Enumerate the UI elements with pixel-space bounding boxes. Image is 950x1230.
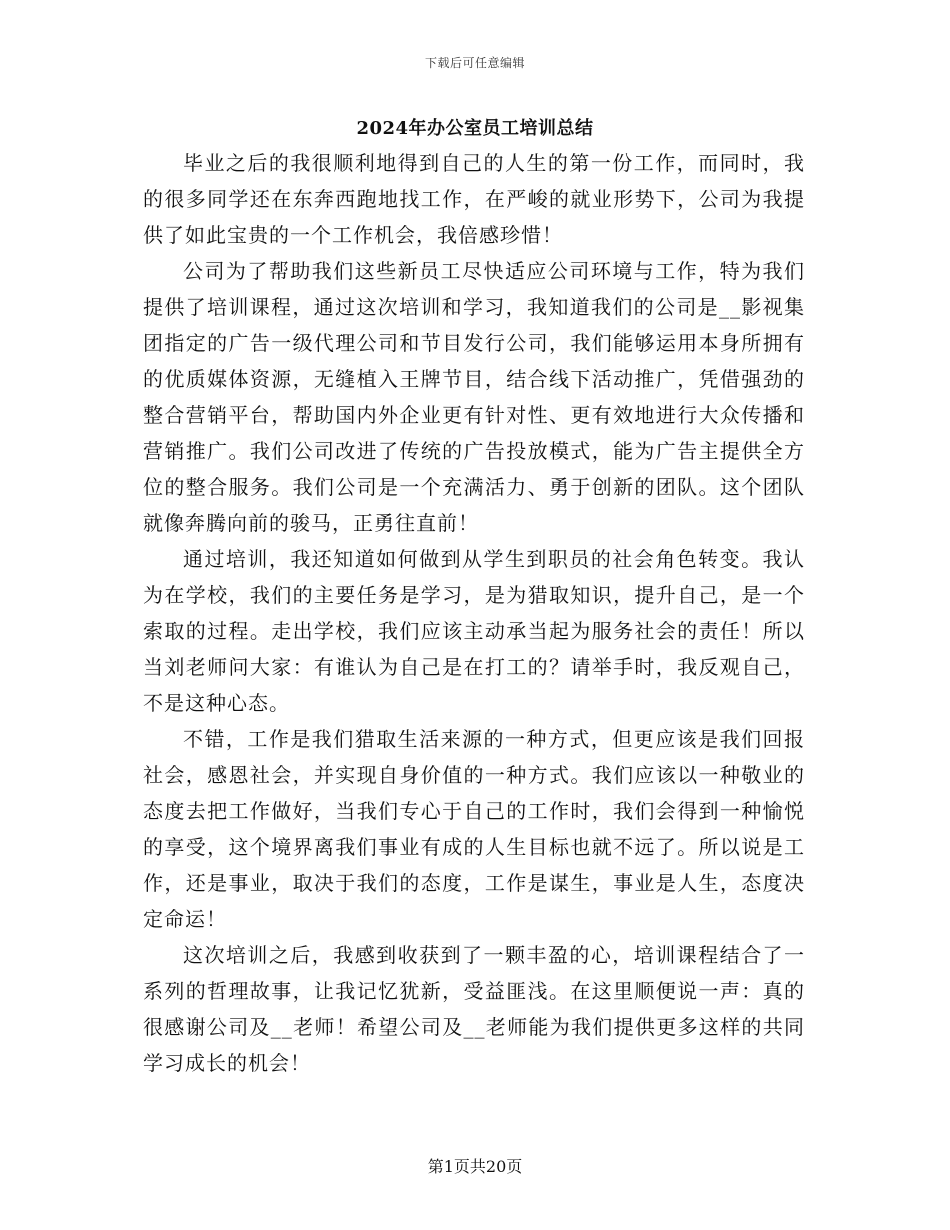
header-note: 下载后可任意编辑 <box>424 56 525 70</box>
paragraph-3: 通过培训，我还知道如何做到从学生到职员的社会角色转变。我认为在学校，我们的主要任务是学习，是为猎取知识，提升自己，是一个索取的过程。走出学校，我们应该主动承当起为服务社会的责任！所以当刘老师问大家：有谁认为自己是在打工的？请举手时，我反观自己，不是这种心态。 <box>143 547 805 715</box>
page-number: 第1页共20页 <box>427 1157 523 1176</box>
document-body <box>143 145 805 1081</box>
document-title: 2024年办公室员工培训总结 <box>356 118 594 139</box>
paragraph-1: 毕业之后的我很顺利地得到自己的人生的第一份工作，而同时，我的很多同学还在东奔西跑地找工作，在严峻的就业形势下，公司为我提供了如此宝贵的一个工作机会，我倍感珍惜！ <box>143 151 805 247</box>
paragraph-5: 这次培训之后，我感到收获到了一颗丰盈的心，培训课程结合了一系列的哲理故事，让我记忆犹新，受益匪浅。在这里顺便说一声：真的很感谢公司及__老师！希望公司及__老师能为我们提供更多这样的共同学习成长的机会！ <box>143 943 805 1075</box>
paragraph-4: 不错，工作是我们猎取生活来源的一种方式，但更应该是我们回报社会，感恩社会，并实现自身价值的一种方式。我们应该以一种敬业的态度去把工作做好，当我们专心于自己的工作时，我们会得到一种愉悦的享受，这个境界离我们事业有成的人生目标也就不远了。所以说是工作，还是事业，取决于我们的态度，工作是谋生，事业是人生，态度决定命运！ <box>143 727 805 931</box>
paragraph-2: 公司为了帮助我们这些新员工尽快适应公司环境与工作，特为我们提供了培训课程，通过这次培训和学习，我知道我们的公司是__影视集团指定的广告一级代理公司和节目发行公司，我们能够运用本身所拥有的优质媒体资源，无缝植入王牌节目，结合线下活动推广，凭借强劲的整合营销平台，帮助国内外企业更有针对性、更有效地进行大众传播和营销推广。我们公司改进了传统的广告投放模式，能为广告主提供全方位的整合服务。我们公司是一个充满活力、勇于创新的团队。这个团队就像奔腾向前的骏马，正勇往直前！ <box>143 259 805 535</box>
